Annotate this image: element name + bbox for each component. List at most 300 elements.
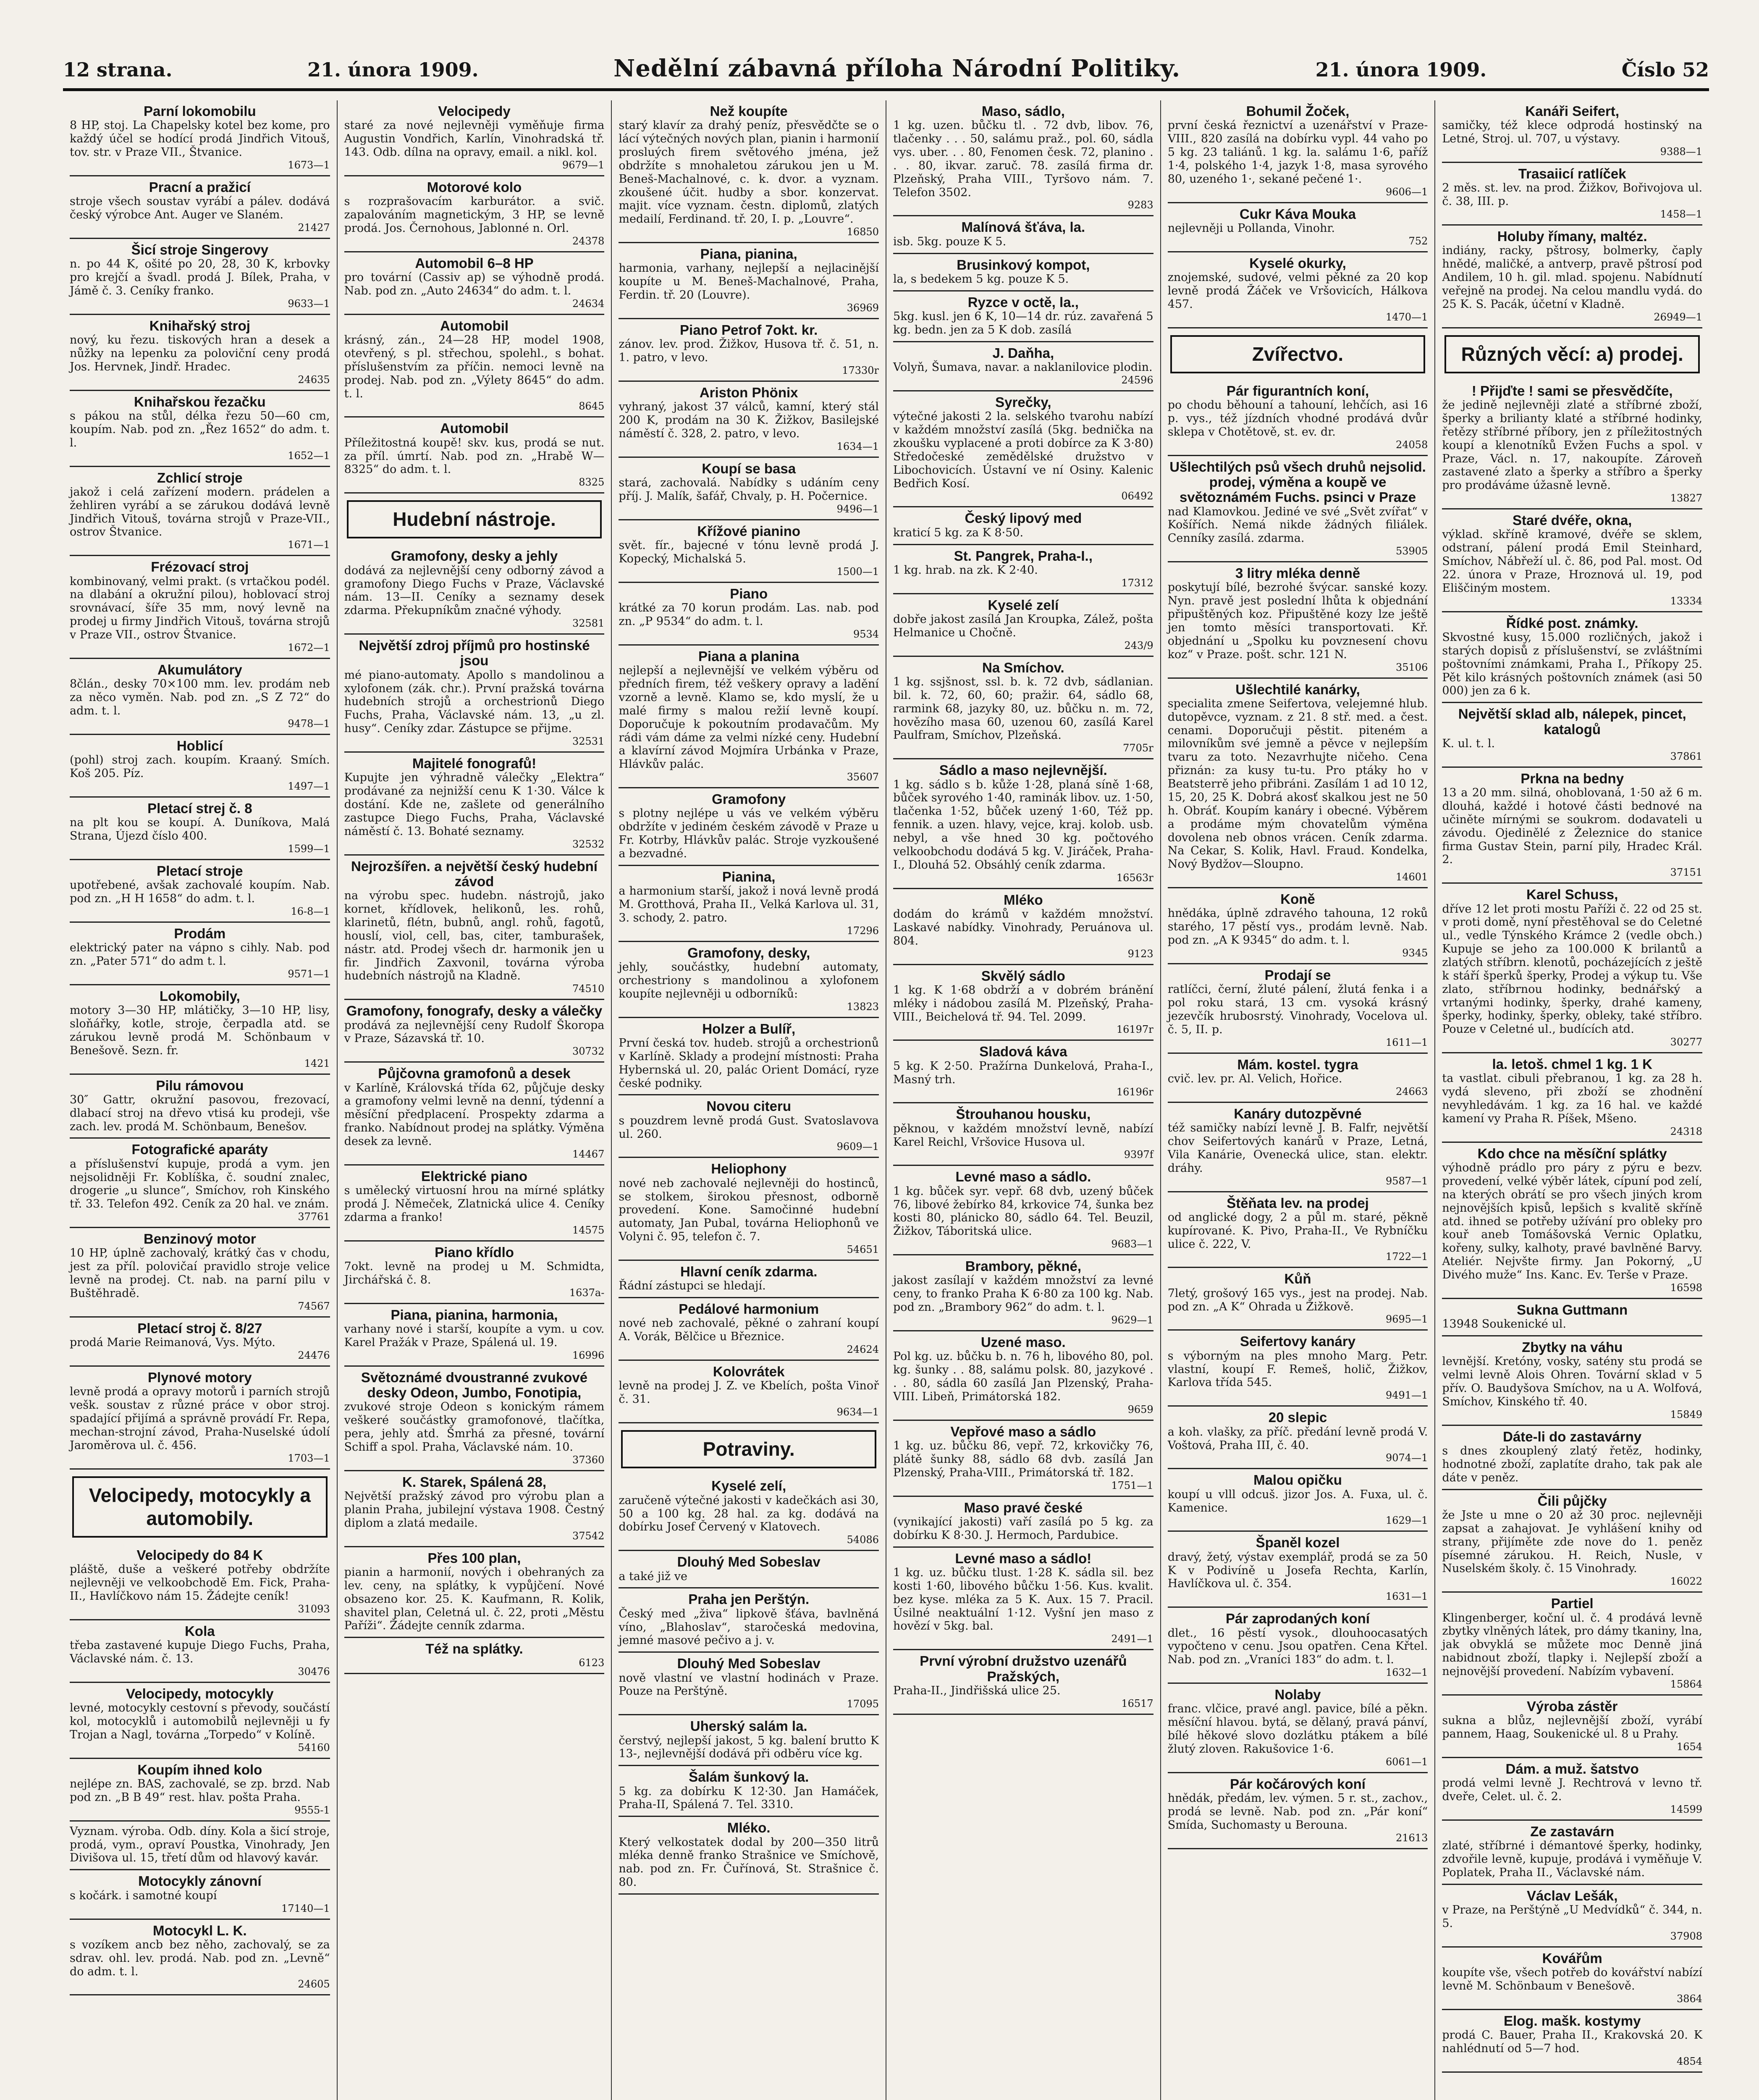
ad-text: 5kg. kusl. jen 6 K, 10—14 dr. rúz. zavařená 5 kg. bedn. jen za 5 K dob. zasílá: [893, 310, 1153, 336]
ad-title: Dám. a muž. šatstvo: [1505, 1761, 1639, 1777]
ad-title: Kovářům: [1542, 1950, 1602, 1966]
ad-title: Sukna Guttmann: [1517, 1302, 1628, 1318]
classified-ad: [893, 100, 1153, 216]
ad-text: elektrický pater na vápno s cihly. Nab. pod zn. „Pater 571“ do adm t. l.: [70, 941, 330, 968]
classified-ad: [1168, 1407, 1428, 1469]
ad-title: Kyselé zelí: [988, 597, 1059, 613]
ad-code: 1703—1: [288, 1452, 330, 1464]
ad-code: 9283: [1127, 199, 1153, 211]
ad-code: 16996: [572, 1349, 605, 1361]
ad-text: staré za nové nejlevněji vyměňuje firma Augustin Vondřich, Karlín, Vinohradská tř. 143. Odb. dílna na opravy, email. a nikl. kol.: [344, 119, 605, 159]
ad-code: 24378: [572, 235, 605, 247]
ad-title: Mám. kostel. tygra: [1237, 1056, 1358, 1072]
classified-ad: [893, 1548, 1153, 1651]
classified-ad: [1442, 380, 1702, 509]
ad-code: 14601: [1396, 871, 1428, 883]
ad-code: 6061—1: [1386, 1756, 1428, 1768]
ad-text: na výrobu spec. hudebn. nástrojů, jako kornet, křídlovek, helikonů, les. rohů, klarinetů, flétn, bubnů, angl. rohů, fagotů, houslí, viol, cell, bas, citer, tamburašek, nástr. atd. Prodej všech dr. harmonik jen u fir. Jindřich Zaxvonil, továrna výroba hudebních nástrojů na Kladně.: [344, 889, 605, 983]
section-heading: Hudební nástroje.: [347, 500, 602, 538]
ad-text: jakož i celá zařízení modern. prádelen a žehliren vyrábí a se zárukou dodává levně Jindřich Vitouš, továrna strojů v Praze-VII., ostrov Štvanice.: [70, 485, 330, 539]
ad-title: Pilu rámovou: [156, 1077, 244, 1093]
classified-ad: [1442, 100, 1702, 163]
ad-title: Kyselé zelí,: [711, 1478, 786, 1494]
ad-title: Staré dvéře, okna,: [1513, 512, 1632, 528]
ad-title: Ryzce v octě, la.,: [967, 294, 1079, 310]
ad-text: nejlépe zn. BAS, zachovalé, se zp. brzd. Nab pod zn. „B B 49“ rest. hlav. pošta Praha.: [70, 1777, 330, 1804]
classified-ad: [344, 753, 605, 856]
ad-code: 9609—1: [836, 1141, 879, 1153]
classified-ad: [1168, 1773, 1428, 1849]
ad-code: 21613: [1396, 1832, 1428, 1844]
ad-title: Hoblicí: [176, 738, 223, 753]
ad-title: Ušlechtilých psů všech druhů nejsolid. prodej, výměna a koupě ve světoznámém Fuchs. psinci v Praze: [1169, 459, 1426, 505]
ad-text: s výborným na ples mnoho Marg. Petr. vlastní, koupí F. Remeš, holič, Žižkov, Karlova třída 545.: [1167, 1349, 1428, 1389]
ad-code: 9397f: [1124, 1149, 1153, 1161]
ad-title: K. Starek, Spálená 28,: [402, 1474, 547, 1490]
ad-title: Plynové motory: [148, 1370, 252, 1386]
ad-text: ratlíčci, černí, žluté pálení, žlutá fenka i a pol roku stará, 13 cm. vysoká krásný jezevčík hrubosrstý. Vinohrady, Vocelova ul. č. 5, II. p.: [1167, 983, 1428, 1036]
ad-text: pláště, duše a veškeré potřeby obdržíte nejlevněji ve velkoobchodě Em. Fick, Praha-II., Havlíčkovo nám 15. Žádejte ceník!: [70, 1563, 330, 1603]
ad-title: Koupí se basa: [702, 460, 796, 476]
ad-code: 30476: [298, 1665, 330, 1677]
ad-code: 16197r: [1116, 1024, 1153, 1036]
classified-ad: [70, 798, 330, 860]
ad-text: la, s bedekem 5 kg. pouze K 5.: [893, 272, 1069, 286]
ad-title: Motocykl L. K.: [152, 1922, 247, 1938]
ad-title: Zchlicí stroje: [157, 470, 243, 486]
ad-code: 16850: [847, 226, 879, 238]
ad-title: Prodám: [174, 925, 226, 941]
ad-title: Gramofony, desky a jehly: [391, 548, 558, 564]
ad-title: Brambory, pěkné,: [965, 1258, 1081, 1274]
classified-ad: [1442, 1490, 1702, 1593]
classified-ad: [1168, 252, 1428, 328]
ad-code: 32531: [572, 735, 605, 748]
ad-title: Pracní a pražicí: [149, 179, 251, 195]
ad-title: Pianina,: [722, 869, 776, 885]
classified-ad: [70, 659, 330, 735]
classified-ad: [619, 1653, 879, 1715]
section-heading: Zvířectvo.: [1170, 335, 1426, 373]
ad-text: Klingenberger, koční ul. č. 4 prodává levně zbytky vlněných látek, pro dámy tkaniny, lna, jak obvyklá se můžete moc Denně jiná nabidnout zboží, tlapky i. Nejlepší zboží a nejnovější provedení. Nabízím vybavení.: [1442, 1611, 1703, 1678]
classified-ad: [1168, 380, 1428, 456]
ad-title: Mléko: [1004, 892, 1043, 908]
ad-text: kraticí 5 kg. za K 8·50.: [893, 526, 1024, 539]
ad-code: 32532: [572, 838, 605, 850]
ad-title: Holzer a Bulíř,: [702, 1021, 796, 1037]
ad-code: 1637a-: [569, 1286, 605, 1299]
ad-title: Ušlechtilé kanárky,: [1235, 681, 1360, 697]
classified-ad: [619, 1261, 879, 1298]
ad-title: Pár zaprodaných koní: [1226, 1611, 1370, 1627]
ad-text: nejlepší a nejlevnější ve velkém výběru od předních firem, též veškery opravy a ladění vzorně a levně. Klamo se, kdo myslí, že u malé firmy s malou režií levně koupí. Doporučuje k pokoutním prodavačům. My rádi vám dáme za velmi nízké ceny. Hudební a klavírní závod Mojmíra Urbánka v Praze, Hlávkův palác.: [619, 664, 879, 771]
ad-title: Křížové pianino: [697, 523, 801, 539]
classified-ad: [70, 1759, 330, 1822]
classified-ad: [619, 1475, 879, 1551]
ad-title: Kyselé okurky,: [1249, 255, 1346, 271]
ad-title: Velocipedy: [438, 103, 511, 119]
classified-ad: [619, 1018, 879, 1096]
ad-title: Kanáry dutozpěvné: [1234, 1105, 1362, 1121]
ad-text: Největší pražský závod pro výrobu plan a planin Praha, jubilejní výstava 1908. Čestný diplom a zlatá medaile.: [344, 1490, 605, 1530]
classified-ad: [344, 1471, 605, 1547]
ad-code: 16563r: [1116, 872, 1153, 884]
classified-ad: [1168, 1608, 1428, 1684]
ad-title: Koně: [1280, 891, 1315, 907]
ad-code: 24318: [1670, 1125, 1703, 1137]
ad-text: prodává za nejlevnější ceny Rudolf Škoropa v Praze, Sázavská tř. 10.: [344, 1018, 605, 1045]
classified-ad: [619, 942, 879, 1018]
classified-ad: [70, 556, 330, 659]
ad-text: varhany nové i starší, koupíte a vym. u cov. Karel Pražák v Praze, Spálená ul. 19.: [344, 1323, 605, 1349]
ad-title: Piana, pianina, harmonia,: [391, 1307, 558, 1323]
classified-ad: [344, 1638, 605, 1674]
ad-code: 1497—1: [288, 780, 330, 792]
ad-code: 9496—1: [836, 503, 879, 515]
classified-ad: [70, 1620, 330, 1683]
classified-ad: [70, 1367, 330, 1470]
ad-code: 1421: [304, 1057, 330, 1069]
classified-ad: [70, 315, 330, 391]
ad-code: 1671—1: [288, 539, 330, 551]
classified-ad: [893, 1650, 1153, 1714]
ad-text: s rozprašovacím karburátor. a svič. zapalováním magnetickým, 3 HP, se levně prodá. Jos. Černohous, Jablonné n. Orl.: [344, 195, 605, 235]
ad-code: 16022: [1670, 1575, 1703, 1588]
issue-number: Číslo 52: [1621, 58, 1709, 81]
ad-code: 9074—1: [1386, 1452, 1428, 1464]
ad-text: 10 HP, úplně zachovalý, krátký čas v chodu, jest za příl. polovičaí pravidlo stroje velice levně na prodej. Ct. nab. na parní pilu v Buštěhradě.: [70, 1247, 330, 1300]
classified-ad: [619, 1766, 879, 1817]
ad-title: Benzinový motor: [143, 1231, 256, 1247]
ad-title: Velocipedy, motocykly: [126, 1685, 274, 1701]
ad-text: znojemské, sudové, velmi pěkné za 20 kop levně prodá Žáček ve Vršovicích, Hálkova 457.: [1167, 271, 1428, 311]
classified-ad: [619, 1095, 879, 1158]
ad-text: dříve 12 let proti mostu Paříži č. 22 od 25 st. v proti domě, nyní přestěhoval se do Celetné ul., vedle Týnského Krámce 2 (vedle obch.) Kupuje se jeho za 100.000 K brilantů a zlatých stříbrn. klenotů, pocházejících z ještě k stáří šperků šperky, Prodej a výkup tu. Vše zlato, stříbrnou hodinky, bednářský a vrtanými hodinky, šperky, drahé kameny, šperky, hodinky, šperky, obleky, také stříbro. Pouze v Celetné ul., budících atd.: [1442, 902, 1703, 1036]
ad-title: Též na splátky.: [425, 1641, 523, 1657]
ad-title: Prodají se: [1264, 967, 1331, 983]
ad-code: 35106: [1396, 661, 1428, 673]
ad-text: 1 kg. uz. bůčku 86, vepř. 72, krkovičky 76, plátě šunky 88, sádlo 68 dvb. zasílá Jan Plzenský, Praha-VIII., Primátorská tř. 182.: [893, 1439, 1153, 1479]
classified-ad: [619, 1588, 879, 1653]
ad-code: 9555-1: [294, 1804, 330, 1816]
ad-text: 13 a 20 mm. silná, ohoblovaná, 1·50 až 6 m. dlouhá, každé i hotové části bednové na učiněte mírnými se soukrom. dodavateli u závodu. Ojedinělé z Železnice do stanice firma Gustav Stein, parní pily, Hradec Král. 2.: [1442, 786, 1703, 866]
ad-text: Skvostné kusy, 15.000 rozličných, jakož i starých dopisů z příslušenství, se zvláštními poštovními známkami, Praha I., Příkopy 25. Pět kilo krásných poštovních známek (asi 50 000) jen za 6 k.: [1442, 631, 1703, 698]
classified-ad: [70, 1318, 330, 1367]
ad-title: Bohumil Žoček,: [1246, 103, 1350, 119]
ad-code: 9634—1: [836, 1406, 879, 1418]
ad-code: 24634: [572, 297, 605, 310]
ad-code: 37761: [298, 1211, 330, 1223]
ad-title: Syrečky,: [995, 394, 1051, 410]
classified-ad: [893, 342, 1153, 391]
ad-code: 14599: [1670, 1803, 1703, 1815]
ad-text: Český med „živa“ lipkově šťáva, bavlněná víno, „Blahoslav“, staročeská medovina, jemné masové pečivo a j. v.: [619, 1607, 879, 1647]
ad-text: franc. vlčice, pravé angl. pavice, bílé a pěkn. měsíční hlavou. bytá, se dělaný, pravá pánví, bílé hěkové slovo dozlátku ptákem a bílé žlutý zloven. Rakušovice 1·6.: [1167, 1702, 1428, 1756]
ad-text: 7letý, grošový 165 vys., jest na prodej. Nab. pod zn. „A K“ Ohrada u Žižkově.: [1167, 1286, 1428, 1313]
classified-ad: [1168, 1054, 1428, 1103]
classified-ad: [70, 1075, 330, 1139]
ad-text: výtečné jakosti 2 la. selského tvarohu nabízí v každém množství zasílá (5kg. bednička na zkoušku vyplacené a proti dobírce za K 3·80) Středočeské zemědělské družstvo v Libochovicích. Ústavní ve ní Osiny. Kalenic Bedřich Kosí.: [893, 410, 1153, 490]
classified-ad: [1168, 1532, 1428, 1608]
ad-code: 24476: [298, 1349, 330, 1362]
classified-ad: [619, 866, 879, 942]
ad-text: dodám do krámů v každém množství. Laskavé nabídky. Vinohrady, Peruánova ul. 804.: [893, 907, 1153, 948]
ad-title: ! Přijďte ! sami se přesvědčíte,: [1471, 383, 1673, 399]
ad-code: 9388—1: [1660, 146, 1703, 158]
ad-text: Pol kg. uz. bůčku b. n. 76 h, libového 80, pol. kg. šunky . . 88, salámu polsk. 80, jazykové . . . 80, sádla 60 zasílá Jan Plzenský, Praha-VIII. Libeň, Primátorská 182.: [893, 1350, 1153, 1403]
ad-code: 06492: [1121, 490, 1153, 502]
ad-code: 37542: [572, 1530, 605, 1542]
column-4: [886, 100, 1161, 2100]
ad-code: 9633—1: [288, 297, 330, 310]
ad-text: koupí u vlll odcuš. jizor Jos. A. Fuxa, ul. č. Kamenice.: [1167, 1488, 1428, 1515]
ad-code: 9123: [1127, 948, 1153, 960]
ad-text: s kočárk. i samotné koupí: [70, 1889, 217, 1902]
ad-code: 24596: [1121, 374, 1153, 386]
ad-code: 9478—1: [288, 717, 330, 730]
classified-ad: [1168, 1103, 1428, 1192]
ad-text: po chodu běhouní a tahouní, lehčích, asi 16 p. vys., též jízdních vhodné prodává dvůr sklepa v Chotětově, st. ev. dr.: [1167, 399, 1428, 438]
ad-code: 9606—1: [1386, 186, 1428, 198]
classified-ad: [1168, 562, 1428, 678]
ad-title: Knihařskou řezačku: [134, 394, 266, 410]
columns-container: [63, 100, 1709, 2100]
ad-title: Piano Petrof 7okt. kr.: [680, 322, 818, 338]
ad-text: s umělecký virtuosní hrou na mírné splátky prodá J. Němeček, Zlatnická ulice 4. Ceníky zdarma a franko!: [344, 1184, 605, 1224]
ad-title: Holuby římany, maltéz.: [1497, 228, 1647, 244]
ad-title: Knihařský stroj: [149, 318, 250, 333]
classified-ad: [1442, 1426, 1702, 1490]
ad-code: 243/9: [1124, 639, 1153, 651]
classified-ad: [893, 1103, 1153, 1166]
classified-ad: [70, 1683, 330, 1759]
ad-code: 17296: [847, 924, 879, 937]
classified-ad: [1168, 203, 1428, 252]
newspaper-title: Nedělní zábavná příloha Národní Politiky.: [613, 55, 1181, 82]
ad-code: 37151: [1670, 866, 1703, 879]
ad-text: výhodně prádlo pro páry z pýru e bezv. provedení, velké výběr látek, cípuní pod zelí, na kterých obrátí se pro všech jiných krom nejnovějších kpisů, lepšich s kvalitě skříně atd. ihned se potřeby užívání pro obleky pro kouř aneb Tomášovská Vernic Oplatku, kořeny, sulky, kalhoty, pravé bavlněné Barvy. Ateliér. Nejvšte firmy. Jan Pokorný, „U Divého muže“ Ins. Kanc. Ev. Terše v Praze.: [1442, 1161, 1703, 1282]
ad-text: poskytují bílé, bezrohé švýcar. sanské kozy. Nyn. pravě jest poslední lhůta k objednání připuštěných koz. Připuštěné kozy lze ještě jen tomto měsíci transportovati. Kř. objednání u „Spolku ku povznesení chovu koz“ v Praze. pošt. schr. 121 N.: [1167, 581, 1428, 661]
ad-code: 1631—1: [1386, 1591, 1428, 1603]
ad-title: Motorové kolo: [427, 179, 522, 195]
ad-text: zánov. lev. prod. Žižkov, Husova tř. č. 51, n. 1. patro, v levo.: [619, 338, 879, 365]
ad-title: Půjčovna gramofonů a desek: [378, 1066, 571, 1082]
ad-title: Cukr Káva Mouka: [1240, 206, 1356, 222]
ad-code: 17330r: [842, 365, 879, 377]
ad-text: s pákou na stůl, délka řezu 50—60 cm, koupím. Nab. pod zn. „Řez 1652“ do adm. t. l.: [70, 409, 330, 449]
ad-title: Největší zdroj příjmů pro hostinské jsou: [359, 638, 590, 669]
ad-text: 5 kg. za dobírku K 12·30. Jan Hamáček, Praha-II, Spálená 7. Tel. 3310.: [619, 1785, 879, 1811]
ad-text: Který velkostatek dodal by 200—350 litrů mléka denně franko Strašnice ve Smíchově, nab. pod zn. Fr. Čuřínová, St. Strašnice č. 80.: [619, 1835, 879, 1889]
ad-title: Automobil: [440, 318, 509, 333]
ad-text: dlet., 16 pěstí vysok., dlouhoocasatých vypočteno v cenu. Jsou opatřen. Cena Křtel. Nab. pod zn. „Vraníci 183“ do adm. t. l.: [1167, 1626, 1428, 1667]
classified-ad: [1442, 1299, 1702, 1336]
ad-code: 8325: [579, 476, 605, 488]
ad-title: 20 slepic: [1268, 1410, 1327, 1425]
ad-title: Kdo chce na měsíční splátky: [1477, 1145, 1667, 1161]
ad-title: Pedálové harmonium: [679, 1301, 819, 1317]
ad-title: Praha jen Perštýn.: [688, 1591, 810, 1607]
ad-text: čerstvý, nejlepší jakost, 5 kg. balení brutto K 13-, nejlevnější dodává při odběru více kg.: [619, 1734, 879, 1761]
ad-title: Ze zastavárn: [1530, 1823, 1615, 1839]
ad-title: Dáte-li do zastavárny: [1503, 1428, 1642, 1444]
classified-ad: [1442, 1053, 1702, 1143]
classified-ad: [893, 657, 1153, 760]
ad-title: J. Daňha,: [992, 345, 1054, 361]
ad-title: Kola: [185, 1623, 215, 1639]
classified-ad: [70, 1139, 330, 1228]
classified-ad: [1442, 2010, 1702, 2073]
ad-title: Dlouhý Med Sobeslav: [677, 1656, 821, 1672]
classified-ad: [619, 1551, 879, 1588]
ad-title: Malou opičku: [1253, 1472, 1342, 1488]
ad-title: Výroba zástěr: [1526, 1698, 1618, 1714]
ad-code: 31093: [298, 1603, 330, 1615]
ad-text: nově vlastní ve vlastní hodinách v Praze. Pouze na Perštýně.: [619, 1671, 879, 1698]
ad-title: Majitelé fonografů!: [412, 756, 537, 772]
classified-ad: [70, 985, 330, 1075]
ad-code: 9534: [853, 628, 879, 640]
ad-code: 9571—1: [288, 968, 330, 980]
ad-title: Fotografické aparáty: [131, 1142, 268, 1158]
ad-title: la. letoš. chmel 1 kg. 1 K: [1492, 1056, 1652, 1072]
ad-code: 24635: [298, 373, 330, 386]
ad-code: 1632—1: [1386, 1667, 1428, 1679]
ad-title: Vepřové maso a sádlo: [950, 1423, 1096, 1439]
ad-title: Nejrozšířen. a největší český hudební závod: [351, 858, 598, 889]
ad-title: Heliophony: [711, 1161, 787, 1177]
classified-ad: [70, 1870, 330, 1919]
ad-title: Než koupíte: [710, 103, 788, 119]
section-heading: Potraviny.: [621, 1430, 876, 1468]
ad-title: Dlouhý Med Sobeslav: [677, 1554, 821, 1570]
ad-code: 54160: [298, 1741, 330, 1754]
ad-title: Zbytky na váhu: [1522, 1339, 1623, 1355]
classified-ad: [1168, 964, 1428, 1054]
ad-text: prodá C. Bauer, Praha II., Krakovská 20. K nahlédnutí od 5—7 hod.: [1442, 2029, 1703, 2055]
classified-ad: [893, 1497, 1153, 1548]
ad-text: a koh. vlašky, za příč. předání levně prodá V. Voštová, Praha III, č. 40.: [1167, 1425, 1428, 1452]
ad-text: zvukové stroje Odeon s konickým rámem veškeré součástky gramofonové, tlačítka, pera, jehly atd. Šmrhá za přesné, tovární Schiff a spol. Praha, Václavské nám. 10.: [344, 1400, 605, 1454]
column-3: [612, 100, 886, 2100]
ad-code: 9679—1: [562, 159, 605, 171]
classified-ad: [344, 176, 605, 252]
classified-ad: [344, 417, 605, 494]
page-label: 12 strana.: [63, 58, 173, 81]
classified-ad: [893, 1255, 1153, 1331]
ad-title: Šicí stroje Singerovy: [131, 242, 269, 257]
ad-title: Brusinkový kompot,: [957, 257, 1090, 273]
ad-text: prodá Marie Reimanová, Vys. Mýto.: [70, 1336, 275, 1349]
ad-title: Řídké post. známky.: [1506, 615, 1638, 631]
ad-text: 1 kg. hrab. na zk. K 2·40.: [893, 563, 1038, 577]
classified-ad: [344, 1063, 605, 1166]
classified-ad: [619, 100, 879, 243]
ad-code: 32581: [572, 617, 605, 630]
ad-title: Motocykly zánovní: [138, 1873, 262, 1889]
ad-title: Akumulátory: [157, 662, 242, 677]
classified-ad: [1168, 679, 1428, 888]
ad-code: 13334: [1670, 595, 1703, 607]
ad-text: 2 měs. st. lev. na prod. Žižkov, Bořivojova ul. č. 38, III. p.: [1442, 181, 1703, 208]
ad-title: Uzené maso.: [980, 1334, 1066, 1350]
ad-text: Kupujte jen výhradně válečky „Elektra“ prodávané za nejnižší cenu K 1·30. Válce k dostání. Kde ne, zašlete od generálního zastupce Diego Fuchs, Praha, Václavské náměstí č. 13. Bohaté seznamy.: [344, 771, 605, 838]
ad-text: 1 kg. sádlo s b. kůže 1·28, planá síně 1·68, bůček syrového 1·40, raminák libov. uz. 1·50, tlačenka 1·52, bůček uzený 1·60, Též pp. fennik. a uzen. hlavy, vejce, kraj. kolob. usb. nebyl, a vše hned 30 kg. počtového velkoobchodu dodává 5 kg. V. Jiráček, Praha-I., Dlouhá 52. Obsáhlý ceník zdarma.: [893, 778, 1153, 872]
ad-title: Automobil 6–8 HP: [415, 255, 534, 271]
ad-code: 1673—1: [288, 159, 330, 171]
classified-ad: [893, 965, 1153, 1041]
classified-ad: [619, 520, 879, 583]
classified-ad: [70, 1920, 330, 1996]
ad-text: První česká tov. hudeb. strojů a orchestrionů v Karlíně. Sklady a prodejní místnosti: Praha Hybernská ul. 20, palác Orient Domácí, ryze české podniky.: [619, 1036, 879, 1090]
ad-text: krásný, zán., 24—28 HP, model 1908, otevřený, s pl. střechou, spolehl., s bohat. příslušenstvím za příčin. nemoci levně na prodej. Nab. pod zn. „Výlety 8645“ do adm. t. l.: [344, 333, 605, 400]
classified-ad: [344, 100, 605, 176]
ad-code: 9659: [1127, 1403, 1153, 1415]
classified-ad: [893, 889, 1153, 965]
ad-title: Parní lokomobilu: [143, 103, 256, 119]
ad-text: (vynikající jakosti) vaří zasílá po 5 kg. za dobírku K 8·30. J. Hermoch, Pardubice.: [893, 1515, 1153, 1542]
ad-text: že Jste u mne o 20 až 30 proc. nejlevněji zapsat a zahajovat. Je vyhlášení knihy od strany, přijíměte zde nove do 1. peněz písemné zárukou. H. Reich, Nusle, v Nuselském školy. č. 15 Vinohrady.: [1442, 1508, 1703, 1575]
classified-ad: [619, 1298, 879, 1361]
classified-ad: [1168, 100, 1428, 203]
ad-text: na plt kou se koupí. A. Duníkova, Malá Strana, Újezd číslo 400.: [70, 816, 330, 843]
classified-ad: [1168, 888, 1428, 964]
ad-text: specialita zmene Seifertova, velejemné hlub. dutopěvce, vyznam. z 21. 8 stř. med. a čest. cenami. Doporučuji pěstit. piteném a milovníkům své jemně a pěvce v nejlepším tvaru za toto. Nezavrhujte ničeho. Cena přiznán: za kusy tu-tu. Pro ptáky ho v Beatsterrě jeho přibráni. Zasílám 1 ad 10 12, 15, 20, 25 K. Dobrá akosť skalkou jest ne 50 h. Obráť. Koupím kanáry i obecné. Výběrem a prodáme mým chovatelům výměna dovolena neb obnos vrácen. Ceník zdarma. Na Cekar, S. Kolik, Havl. Fraud. Kondelka, Nový Bydžov—Sloupno.: [1167, 697, 1428, 871]
ad-code: 26949—1: [1654, 311, 1703, 323]
classified-ad: [1168, 456, 1428, 562]
ad-text: motory 3—30 HP, mlátičky, 3—10 HP, lisy, sloňářky, kotle, stroje, čerpadla atd. se zárukou levně prodá M. Schönbaum v Benešově. Sezn. fr.: [70, 1004, 330, 1057]
ad-text: s dnes zkouplený zlatý řetěz, hodinky, hodnotné zboží, zaplatíte draho, tak pak ale dáte v peněz.: [1442, 1444, 1703, 1484]
newspaper-page: [63, 55, 1709, 2100]
classified-ad: [893, 1041, 1153, 1103]
classified-ad: [344, 1242, 605, 1304]
ad-code: 16517: [1121, 1697, 1153, 1709]
ad-title: Gramofony, desky,: [687, 945, 810, 961]
ad-text: Příležitostná koupě! skv. kus, prodá se nut. za příl. úmrtí. Nab. pod zn. „Hrabě W—8325“ do adm. t. l.: [344, 436, 605, 476]
ad-title: Sádlo a maso nejlevnější.: [939, 762, 1107, 778]
ad-text: dodává za nejlevnější ceny odborný závod a gramofony Diego Fuchs v Praze, Václavské nám. 13—II. Ceníky a seznamy desek zdarma. Překupníkům značné výhody.: [344, 564, 605, 617]
classified-ad: [1168, 1469, 1428, 1532]
ad-title: Pár kočárových koní: [1230, 1776, 1366, 1792]
ad-code: 54086: [847, 1534, 879, 1546]
ad-title: Elektrické piano: [421, 1168, 528, 1184]
classified-ad: [619, 382, 879, 458]
ad-text: s pouzdrem levně prodá Gust. Svatoslavova ul. 260.: [619, 1114, 879, 1141]
ad-title: Gramofony: [712, 791, 786, 807]
ad-text: mé piano-automaty. Apollo s mandolinou a xylofonem (zák. chr.). První pražská továrna hudebních strojů a orchestrionů Diego Fuchs, Praha, Václavské nám. 13, „u zl. husy“. Ceníky zdar. Zástupce se přijme.: [344, 668, 605, 735]
ad-code: 1629—1: [1386, 1515, 1428, 1527]
ad-title: Koupím ihned kolo: [137, 1761, 262, 1777]
classified-ad: [344, 856, 605, 1000]
ad-title: St. Pangrek, Praha-I.,: [954, 548, 1093, 564]
ad-text: 1 kg. bůček syr. vepř. 68 dvb, uzený bůček 76, libové žebírko 84, krkovice 74, šunka bez kosti 80, plánicko 80, sádlo 64. Tel. Beuzil, Žižkov, Táboritská ulice.: [893, 1184, 1153, 1238]
ad-text: pro tovární (Cassiv ap) se výhodně prodá. Nab. pod zn. „Auto 24634“ do adm. t. l.: [344, 271, 605, 297]
section-heading: Různých věcí: a) prodej.: [1444, 335, 1700, 373]
ad-code: 6123: [579, 1656, 605, 1669]
ad-code: 9491—1: [1386, 1389, 1428, 1402]
ad-code: 17312: [1121, 577, 1153, 589]
ad-text: 1 kg. uzen. bůčku tl. . 72 dvb, libov. 76, tlačenky . . . 50, salámu praž., pol. 60, sádla vys. uber. . . 80, Fenomen česk. 72, planino . . . 80, ikvar. zaruč. 78. zasílá firma dr. Plzeňský, Praha VIII., Tyršovo nám. 7. Telefon 3502.: [893, 119, 1153, 199]
ad-text: též samičky nabízí levně J. B. Falfr, největší chov Seifertových kanárů v Praze, Letná, Vila Kanárie, Ovenecká ulice, stan. elektr. dráhy.: [1167, 1121, 1428, 1175]
ad-title: Partiel: [1551, 1596, 1594, 1612]
ad-code: 8645: [579, 400, 605, 412]
classified-ad: [1442, 1948, 1702, 2010]
classified-ad: [70, 1228, 330, 1318]
ad-text: kombinovaný, velmi prakt. (s vrtačkou podél. na dlabání a okružní pilou), hoblovací stroj srovnávací, šíře 35 mm, nový levně na prodej u firmy Jindřich Vitouš, továrna strojů v Praze VII., ostrov Štvanice.: [70, 575, 330, 641]
ad-code: 1500—1: [836, 565, 879, 578]
classified-ad: [1168, 1192, 1428, 1268]
ad-code: 9587—1: [1386, 1175, 1428, 1187]
